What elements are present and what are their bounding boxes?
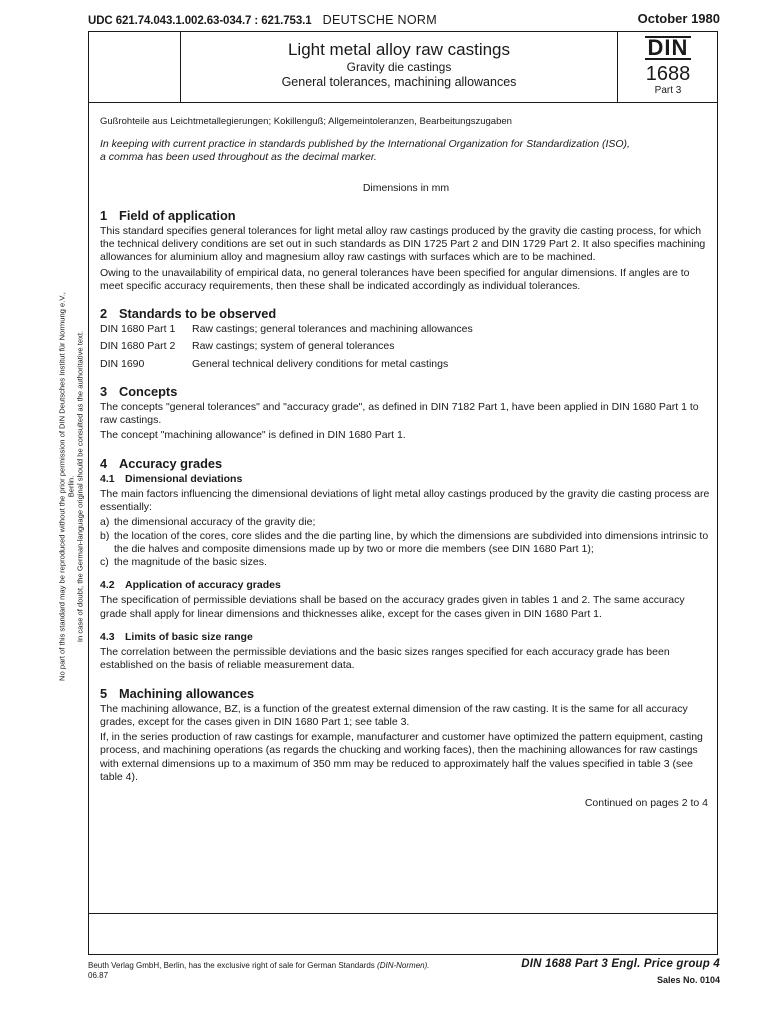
iso-note bbox=[100, 138, 712, 164]
paragraph: If, in the series production of raw castings for example, manufacturer and customer have optimized the pattern equipment, casting process, and machining operations (as regards the chucking and working faces), then the machining allowances for raw castings with external dimensions up to a maximum of 350 mm may be reduced to approximately half the values specified in table 3 (see table 4). bbox=[100, 731, 703, 783]
subsection-4-1-heading bbox=[100, 473, 712, 486]
subsection-4-3-heading bbox=[100, 631, 712, 644]
continuation-note: Continued on pages 2 to 4 bbox=[584, 796, 708, 809]
footer-divider bbox=[88, 913, 718, 914]
standard-reference-row bbox=[100, 340, 712, 353]
section-5-heading bbox=[100, 687, 712, 700]
subsection-number: 4.3 bbox=[100, 630, 115, 643]
list-label: c) bbox=[100, 556, 109, 569]
udc-number: UDC 621.74.043.1.002.63-034.7 : 621.753.1 bbox=[88, 15, 312, 27]
list-label: b) bbox=[100, 529, 110, 542]
standard-id: DIN 1680 Part 1 bbox=[100, 323, 176, 336]
document-title: Light metal alloy raw castings bbox=[287, 40, 511, 59]
iso-note-line-2: a comma has been used throughout as the decimal marker. bbox=[100, 151, 377, 164]
section-4-heading bbox=[100, 457, 712, 470]
list-item bbox=[100, 530, 712, 556]
section-number: 5 bbox=[100, 685, 108, 701]
side-notice-line-2: In case of doubt, the German-language original should be consulted as the authoritative text. bbox=[75, 330, 85, 643]
section-title: Machining allowances bbox=[119, 685, 255, 701]
list-text: the dimensional accuracy of the gravity die; bbox=[114, 516, 316, 529]
paragraph: The specification of permissible deviations shall be based on the accuracy grades given in tables 1 and 2. The same accuracy grade shall apply for linear dimensions and thicknesses alike, except for the cases given in DIN 1680 Part 1. bbox=[100, 594, 685, 620]
side-notice-line-1: No part of this standard may be reproduced without the prior permission of DIN Deutsches Institut für Normung e.V., Berlin. bbox=[57, 292, 76, 681]
section-title: Accuracy grades bbox=[119, 455, 223, 471]
side-notice bbox=[57, 280, 85, 681]
paragraph: Owing to the unavailability of empirical data, no general tolerances have been specified for angular dimensions. If angles are to meet specific accuracy requirements, then these shall be indicated accordingly as individual tolerances. bbox=[100, 266, 690, 292]
din-block bbox=[618, 36, 718, 96]
publication-date: October 1980 bbox=[637, 11, 720, 26]
publisher-rights-suffix: (DIN-Normen). bbox=[377, 961, 430, 970]
header-divider bbox=[88, 102, 718, 103]
standard-id: DIN 1680 Part 2 bbox=[100, 340, 176, 353]
list-text: the location of the cores, core slides and the die parting line, by which the dimensions are subdivided into dimensions intrinsic to the die halves and composite dimensions made up by two or more die members (see DIN 1680 Part 1); bbox=[114, 529, 709, 555]
iso-note-line-1: In keeping with current practice in standards published by the International Organization for Standardization (ISO), bbox=[100, 138, 630, 151]
footer-reference: DIN 1688 Part 3 Engl. Price group 4 bbox=[521, 958, 720, 970]
subsection-number: 4.1 bbox=[100, 472, 115, 485]
title-block bbox=[181, 40, 617, 90]
subsection-title: Application of accuracy grades bbox=[125, 579, 281, 592]
dimensions-note: Dimensions in mm bbox=[362, 181, 450, 194]
section-title: Standards to be observed bbox=[119, 306, 277, 322]
section-3-heading bbox=[100, 385, 712, 398]
paragraph: The main factors influencing the dimensional deviations of light metal alloy castings produced by the gravity die casting process are essentially: bbox=[100, 488, 710, 514]
document-subtitle-2: General tolerances, machining allowances bbox=[281, 75, 517, 89]
standard-id: DIN 1690 bbox=[100, 357, 145, 370]
din-logo: DIN bbox=[645, 36, 692, 60]
document-subtitle-1: Gravity die castings bbox=[346, 60, 452, 74]
section-title: Field of application bbox=[119, 207, 236, 223]
deutsche-norm-label: DEUTSCHE NORM bbox=[322, 13, 437, 27]
document-body bbox=[100, 115, 712, 810]
standard-title: Raw castings; system of general tolerances bbox=[192, 340, 395, 353]
subsection-number: 4.2 bbox=[100, 579, 115, 592]
publisher-rights: Beuth Verlag GmbH, Berlin, has the exclusive right of sale for German Standards bbox=[88, 961, 375, 970]
subsection-title: Limits of basic size range bbox=[125, 630, 253, 643]
section-1-heading bbox=[100, 209, 712, 222]
paragraph: The concepts "general tolerances" and "accuracy grade", as defined in DIN 7182 Part 1, have been applied in DIN 1680 Part 1 to raw castings. bbox=[100, 401, 699, 427]
standard-title: General technical delivery conditions for metal castings bbox=[192, 357, 449, 370]
list-item bbox=[100, 556, 712, 569]
list-text: the magnitude of the basic sizes. bbox=[114, 556, 267, 569]
subsection-title: Dimensional deviations bbox=[125, 472, 243, 485]
section-number: 2 bbox=[100, 306, 108, 322]
din-number: 1688 bbox=[645, 63, 691, 85]
udc-line bbox=[88, 13, 437, 27]
section-number: 4 bbox=[100, 455, 108, 471]
section-number: 1 bbox=[100, 207, 108, 223]
list-item bbox=[100, 516, 712, 529]
standard-title: Raw castings; general tolerances and machining allowances bbox=[192, 323, 473, 336]
standard-reference-row bbox=[100, 358, 712, 371]
document-code: 06.87 bbox=[88, 971, 109, 980]
publisher-note bbox=[88, 961, 508, 981]
section-number: 3 bbox=[100, 383, 108, 399]
paragraph: This standard specifies general tolerances for light metal alloy raw castings produced by the gravity die casting process, for which the technical delivery conditions are set out in such standards as DIN 1725 Part 2 and DIN 1729 Part 2. It also specifies machining allowances for aluminium alloy and magnesium alloy raw castings with surfaces which are to be machined. bbox=[100, 225, 706, 264]
german-title: Gußrohteile aus Leichtmetallegierungen; Kokillenguß; Allgemeintoleranzen, Bearbeitungszugaben bbox=[100, 116, 512, 127]
paragraph: The correlation between the permissible deviations and the basic sizes ranges specified for each accuracy grade has been established on the basis of reliable measurement data. bbox=[100, 646, 670, 672]
section-2-heading bbox=[100, 307, 712, 320]
list-label: a) bbox=[100, 516, 110, 529]
sales-number: Sales No. 0104 bbox=[656, 975, 720, 985]
section-title: Concepts bbox=[119, 383, 178, 399]
standard-reference-row bbox=[100, 323, 712, 336]
subsection-4-2-heading bbox=[100, 579, 712, 592]
din-part: Part 3 bbox=[654, 85, 682, 96]
paragraph: The concept "machining allowance" is defined in DIN 1680 Part 1. bbox=[100, 429, 406, 442]
paragraph: The machining allowance, BZ, is a function of the greatest external dimension of the raw casting. It is the same for all accuracy grades, except for the cases given in DIN 1680 Part 1; see table 3. bbox=[100, 702, 688, 728]
